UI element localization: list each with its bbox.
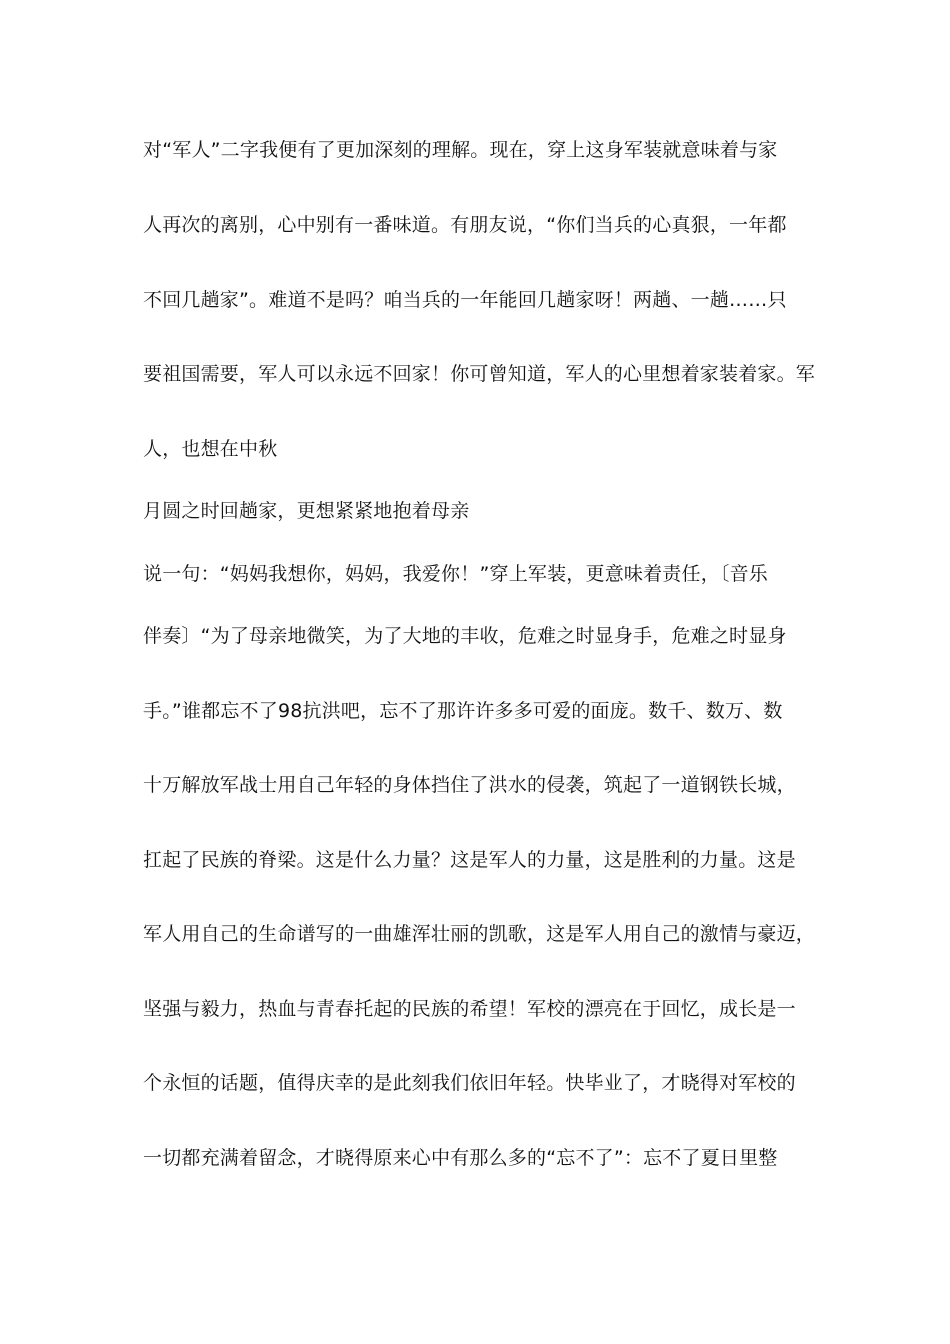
text-line: 伴奏〕“为了母亲地微笑，为了大地的丰收，危难之时显身手，危难之时显身 (143, 625, 787, 647)
text-line: 军人用自己的生命谱写的一曲雄浑壮丽的凯歌，这是军人用自己的激情与豪迈， (143, 923, 816, 945)
text-line: 不回几趟家”。难道不是吗？咱当兵的一年能回几趟家呀！两趟、一趟……只 (143, 289, 787, 311)
text-line: 坚强与毅力，热血与青春托起的民族的希望！军校的漂亮在于回忆，成长是一 (143, 998, 796, 1020)
text-line: 说一句：“妈妈我想你，妈妈，我爱你！”穿上军装，更意味着责任，〔音乐 (143, 563, 768, 585)
text-line: 对“军人”二字我便有了更加深刻的理解。现在，穿上这身军装就意味着与家 (143, 139, 778, 161)
text-line: 手。”谁都忘不了98抗洪吧，忘不了那许许多多可爱的面庞。数千、数万、数 (143, 700, 783, 722)
text-line: 一切都充满着留念，才晓得原来心中有那么多的“忘不了”：忘不了夏日里整 (143, 1147, 778, 1169)
text-line: 人，也想在中秋 (143, 438, 278, 460)
text-line: 个永恒的话题，值得庆幸的是此刻我们依旧年轻。快毕业了，才晓得对军校的 (143, 1072, 796, 1094)
text-line: 人再次的离别，心中别有一番味道。有朋友说，“你们当兵的心真狠，一年都 (143, 214, 787, 236)
text-line: 月圆之时回趟家，更想紧紧地抱着母亲 (143, 500, 470, 522)
text-line: 扛起了民族的脊梁。这是什么力量？这是军人的力量，这是胜利的力量。这是 (143, 849, 796, 871)
text-line: 要祖国需要，军人可以永远不回家！你可曾知道，军人的心里想着家装着家。军 (143, 363, 816, 385)
text-line: 十万解放军战士用自己年轻的身体挡住了洪水的侵袭，筑起了一道钢铁长城， (143, 774, 796, 796)
